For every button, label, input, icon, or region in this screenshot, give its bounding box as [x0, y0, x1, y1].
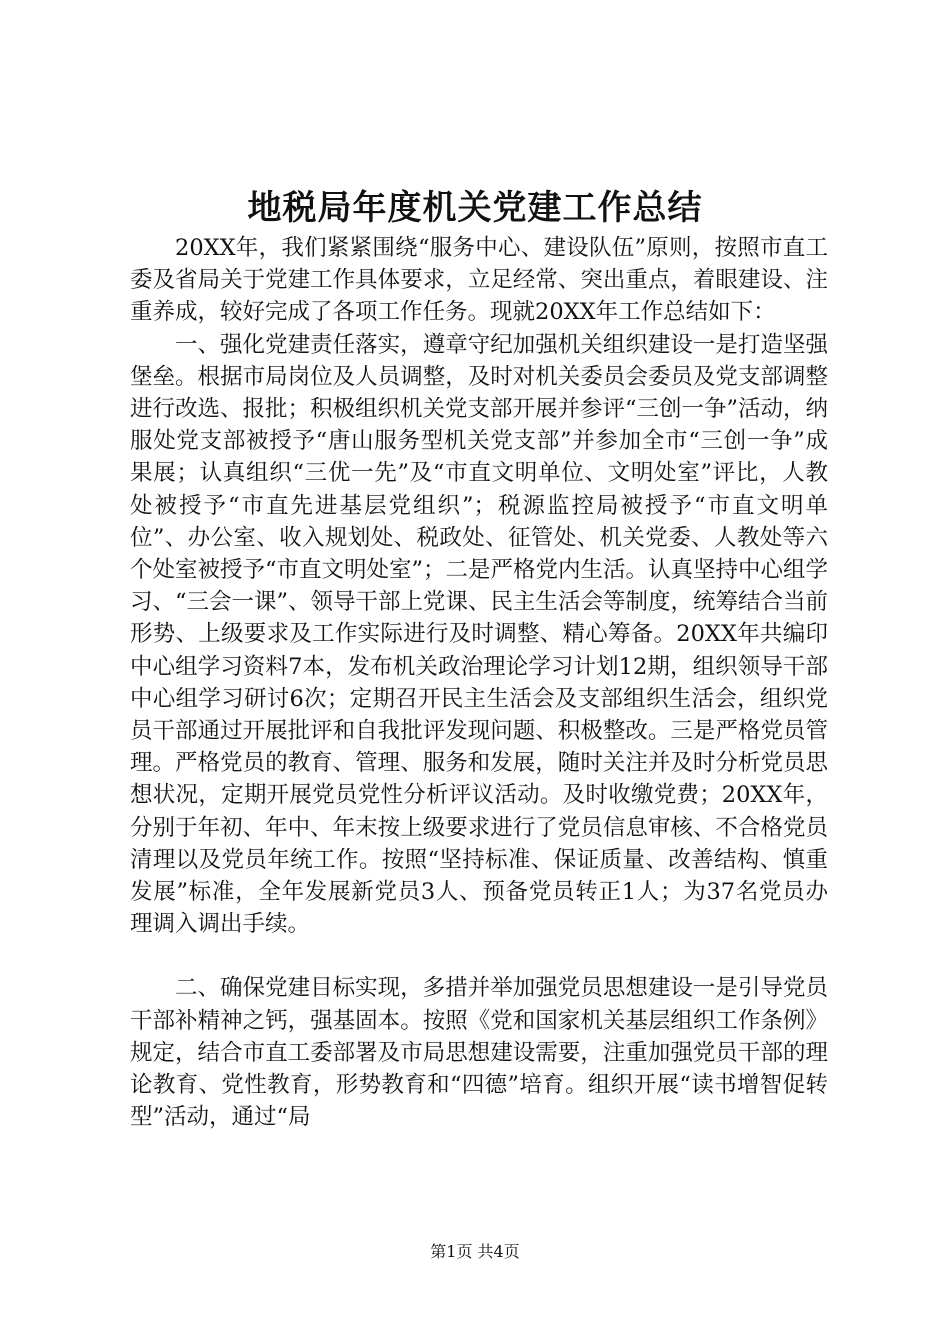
document-title: 地税局年度机关党建工作总结 [247, 188, 703, 228]
page-number-footer: 第1页 共4页 [430, 1242, 520, 1261]
document-body [130, 232, 828, 1133]
paragraph-section-one: 一、强化党建责任落实，遵章守纪加强机关组织建设一是打造坚强堡垒。根据市局岗位及人员调整，及时对机关委员会委员及党支部调整进行改选、报批；积极组织机关党支部开展并参评“三创一争”活动，纳服处党支部被授予“唐山服务型机关党支部”并参加全市“三创一争”成果展；认真组织“三优一先”及“市直文明单位、文明处室”评比，人教处被授予“市直先进基层党组织”；税源监控局被授予“市直文明单位”、办公室、收入规划处、税政处、征管处、机关党委、人教处等六个处室被授予“市直文明处室”；二是严格党内生活。认真坚持中心组学习、“三会一课”、领导干部上党课、民主生活会等制度，统筹结合当前形势、上级要求及工作实际进行及时调整、精心筹备。20XX年共编印中心组学习资料7本，发布机关政治理论学习计划12期，组织领导干部中心组学习研讨6次；定期召开民主生活会及支部组织生活会，组织党员干部通过开展批评和自我批评发现问题、积极整改。三是严格党员管理。严格党员的教育、管理、服务和发展，随时关注并及时分析党员思想状况，定期开展党员党性分析评议活动。及时收缴党费；20XX年，分别于年初、年中、年末按上级要求进行了党员信息审核、不合格党员清理以及党员年统工作。按照“坚持标准、保证质量、改善结构、慎重发展”标准，全年发展新党员3人、预备党员转正1人；为37名党员办理调入调出手续。 [130, 331, 829, 938]
paragraph-intro: 20XX年，我们紧紧围绕“服务中心、建设队伍”原则，按照市直工委及省局关于党建工作具体要求，立足经常、突出重点，着眼建设、注重养成，较好完成了各项工作任务。现就20XX年工作总结如下： [130, 235, 828, 326]
paragraph-section-two: 二、确保党建目标实现，多措并举加强党员思想建设一是引导党员干部补精神之钙，强基固本。按照《党和国家机关基层组织工作条例》规定，结合市直工委部署及市局思想建设需要，注重加强党员干部的理论教育、党性教育，形势教育和“四德”培育。组织开展“读书增智促转型”活动，通过“局 [130, 975, 828, 1131]
